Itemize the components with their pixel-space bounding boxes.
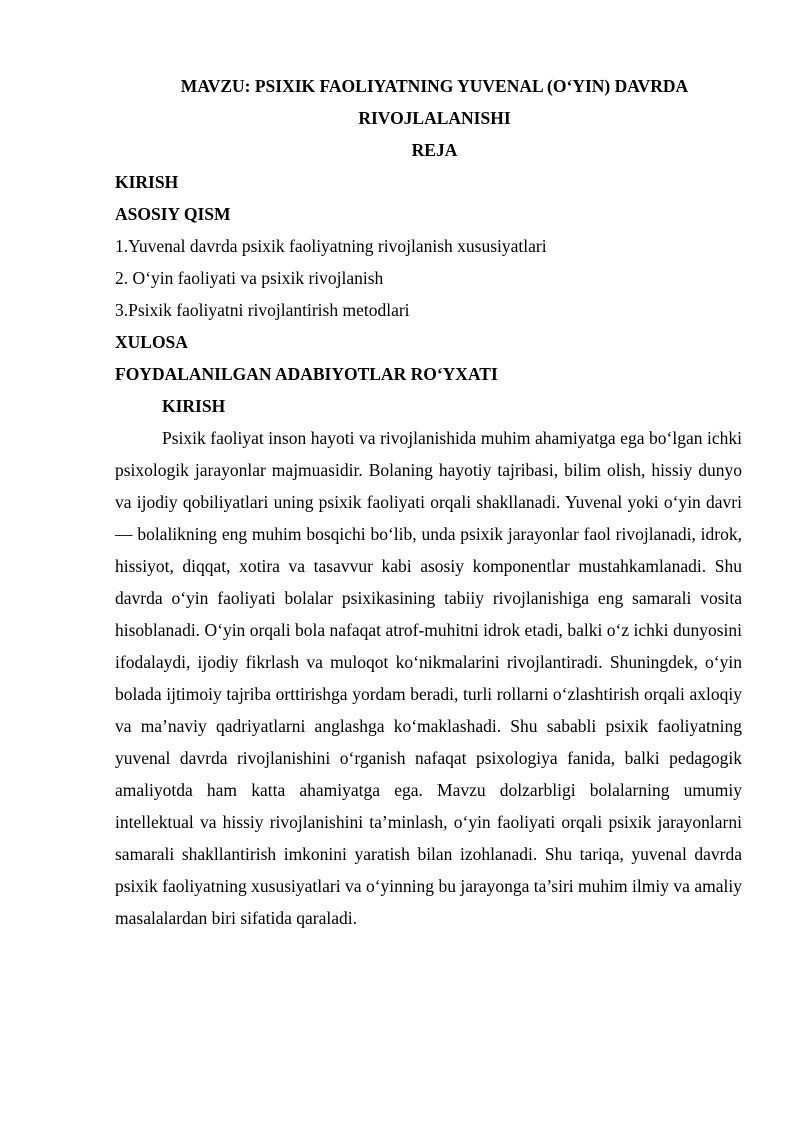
plan-conclusion: XULOSA xyxy=(115,332,188,352)
intro-heading: KIRISH xyxy=(162,396,226,416)
plan-intro: KIRISH xyxy=(115,172,179,192)
intro-paragraph: Psixik faoliyat inson hayoti va rivojlanishida muhim ahamiyatga ega bo‘lgan ichki psixologik jarayonlar majmuasidir. Bolaning hayotiy tajribasi, bilim olish, hissiy dunyo va ijodiy qobiliyatlari uning psixik faoliyati orqali shakllanadi. Yuvenal yoki o‘yin davri — bolalikning eng muhim bosqichi bo‘lib, unda psixik jarayonlar faol rivojlanadi, idrok, hissiyot, diqqat, xotira va tasavvur kabi asosiy komponentlar mustahkamlanadi. Shu davrda o‘yin faoliyati bolalar psixikasining tabiiy rivojlanishiga eng samarali vosita hisoblanadi. O‘yin orqali bola nafaqat atrof-muhitni idrok etadi, balki o‘z ichki dunyosini ifodalaydi, ijodiy fikrlash va muloqot ko‘nikmalarini rivojlantiradi. Shuningdek, o‘yin bolada ijtimoiy tajriba orttirishga yordam beradi, turli rollarni o‘zlashtirish orqali axloqiy va ma’naviy qadriyatlarni anglashga ko‘maklashadi. Shu sababli psixik faoliyatning yuvenal davrda rivojlanishini o‘rganish nafaqat psixologiya fanida, balki pedagogik amaliyotda ham katta ahamiyatga ega. Mavzu dolzarbligi bolalarning umumiy intellektual va hissiy rivojlanishini ta’minlash, o‘yin faoliyati orqali psixik jarayonlarni samarali shakllantirish imkonini yaratish bilan izohlanadi. Shu tariqa, yuvenal davrda psixik faoliyatning xususiyatlari va o‘yinning bu jarayonga ta’siri muhim ilmiy va amaliy masalalardan biri sifatida qaraladi. xyxy=(115,428,742,928)
plan-item-1: 1.Yuvenal davrda psixik faoliyatning rivojlanish xususiyatlari xyxy=(115,236,547,256)
document-title: MAVZU: PSIXIK FAOLIYATNING YUVENAL (O‘YIN) DAVRDA RIVOJLALANISHI xyxy=(180,76,689,128)
plan-main-part: ASOSIY QISM xyxy=(115,204,231,224)
plan-list xyxy=(115,166,742,390)
document-page xyxy=(115,70,742,934)
plan-references: FOYDALANILGAN ADABIYOTLAR RO‘YXATI xyxy=(115,364,498,384)
plan-item-3: 3.Psixik faoliyatni rivojlantirish metodlari xyxy=(115,300,410,320)
plan-item-2: 2. O‘yin faoliyati va psixik rivojlanish xyxy=(115,268,384,288)
plan-heading: REJA xyxy=(411,140,458,160)
